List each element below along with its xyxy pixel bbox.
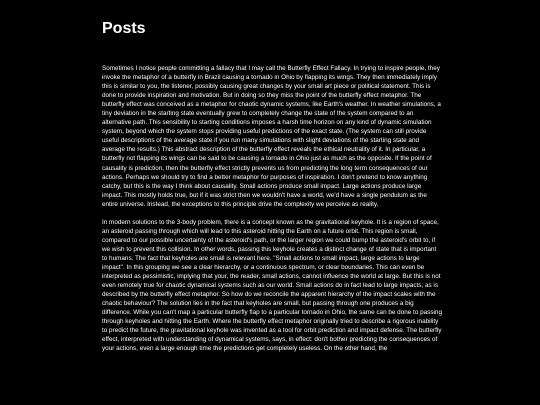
page-content — [102, 0, 442, 353]
post-paragraph-butterfly-effect: Sometimes I notice people committing a fallacy that I may call the Butterfly Effect Fallacy. In trying to inspire people, they invoke the metaphor of a butterfly in Brazil causing a tornado in Ohio by flapping its wings. They then immediately imply this is similar to you, the listener, possibly causing great changes by your small art piece or political statement. This is done to provide inspiration and motivation. But in doing so they miss the point of the butterfly effect metaphor. The butterfly effect was conceived as a metaphor for chaotic dynamic systems, like Earth's weather. In weather simulations, a tiny deviation in the starting state eventually grew to completely change the state of the system compared to an alternative path. This sensibility to starting conditions imposes a harsh time horizon on any kind of dynamic simulation system, beyond which the system stops providing useful predictions of the exact state. (The system can still provide useful descriptions of the average state if you run many simulations with slight deviations of the starting state and average the results.) This abstract description of the butterfly effect reveals the ethical neutrality of it. In particular, a butterfly not flapping its wings can be said to be causing a tornado in Ohio just as much as the opposite. If the point of causality is prediction, then the butterfly effect strictly prevents us from predicting the long term consequences of our actions. Perhaps we should try to find a better metaphor for purposes of inspiration. I don't pretend to know anything catchy, but this is the way I think about causality. Small actions produce small impact. Large actions produce large impact. This mostly holds true, but if it was strict then we wouldn't have a world, we'd have a single pendulum as the entire universe. Instead, the exceptions to this principle drive the complexity we perceive as reality. — [102, 65, 441, 208]
page-title: Posts — [102, 20, 146, 37]
post-paragraph-gravitational-keyhole: In modern solutions to the 3-body problem, there is a concept known as the gravitational keyhole. It is a region of space, an asteroid passing through which will lead to this asteroid hitting the Earth on a future orbit. This region is small, compared to our possible uncertainty of the asteroid's path, or the larger region we could bump the asteroid's orbit to, if we wish to prevent this collision. In other words, passing this keyhole creates a distinct change of state that is important to humans. The fact that keyholes are small is relevant here. "Small actions to small impact, large actions to large impact". In this grouping we see a clear hierarchy, or a continuous spectrum, or clear boundaries. This can even be interpreted as pessimistic, implying that your, the reader, small actions, cannot influence the world at large. But this is not even remotely true for chaotic dynamical systems such as our world. Small actions do in fact lead to large impacts, as is described by the butterfly effect metaphor. So how do we reconcile the apparent hierarchy of the impact scales with the chaotic behaviour? The solution lies in the fact that keyholes are small, but passing through one produces a big difference. While you can't map a particular butterfly flap to a particular tornado in Ohio, the same can be done to passing through keyholes and hitting the Earth. Where the butterfly effect metaphor originally tried to describe a rigorous inability to predict the future, the gravitational keyhole was invented as a tool for orbit prediction and impact defense. The butterfly effect, interpreted with understanding of dynamical systems, says, in effect: don't bother predicting the consequences of your actions, even a large enough time the predictions get completely useless. On the other hand, the — [102, 218, 442, 353]
